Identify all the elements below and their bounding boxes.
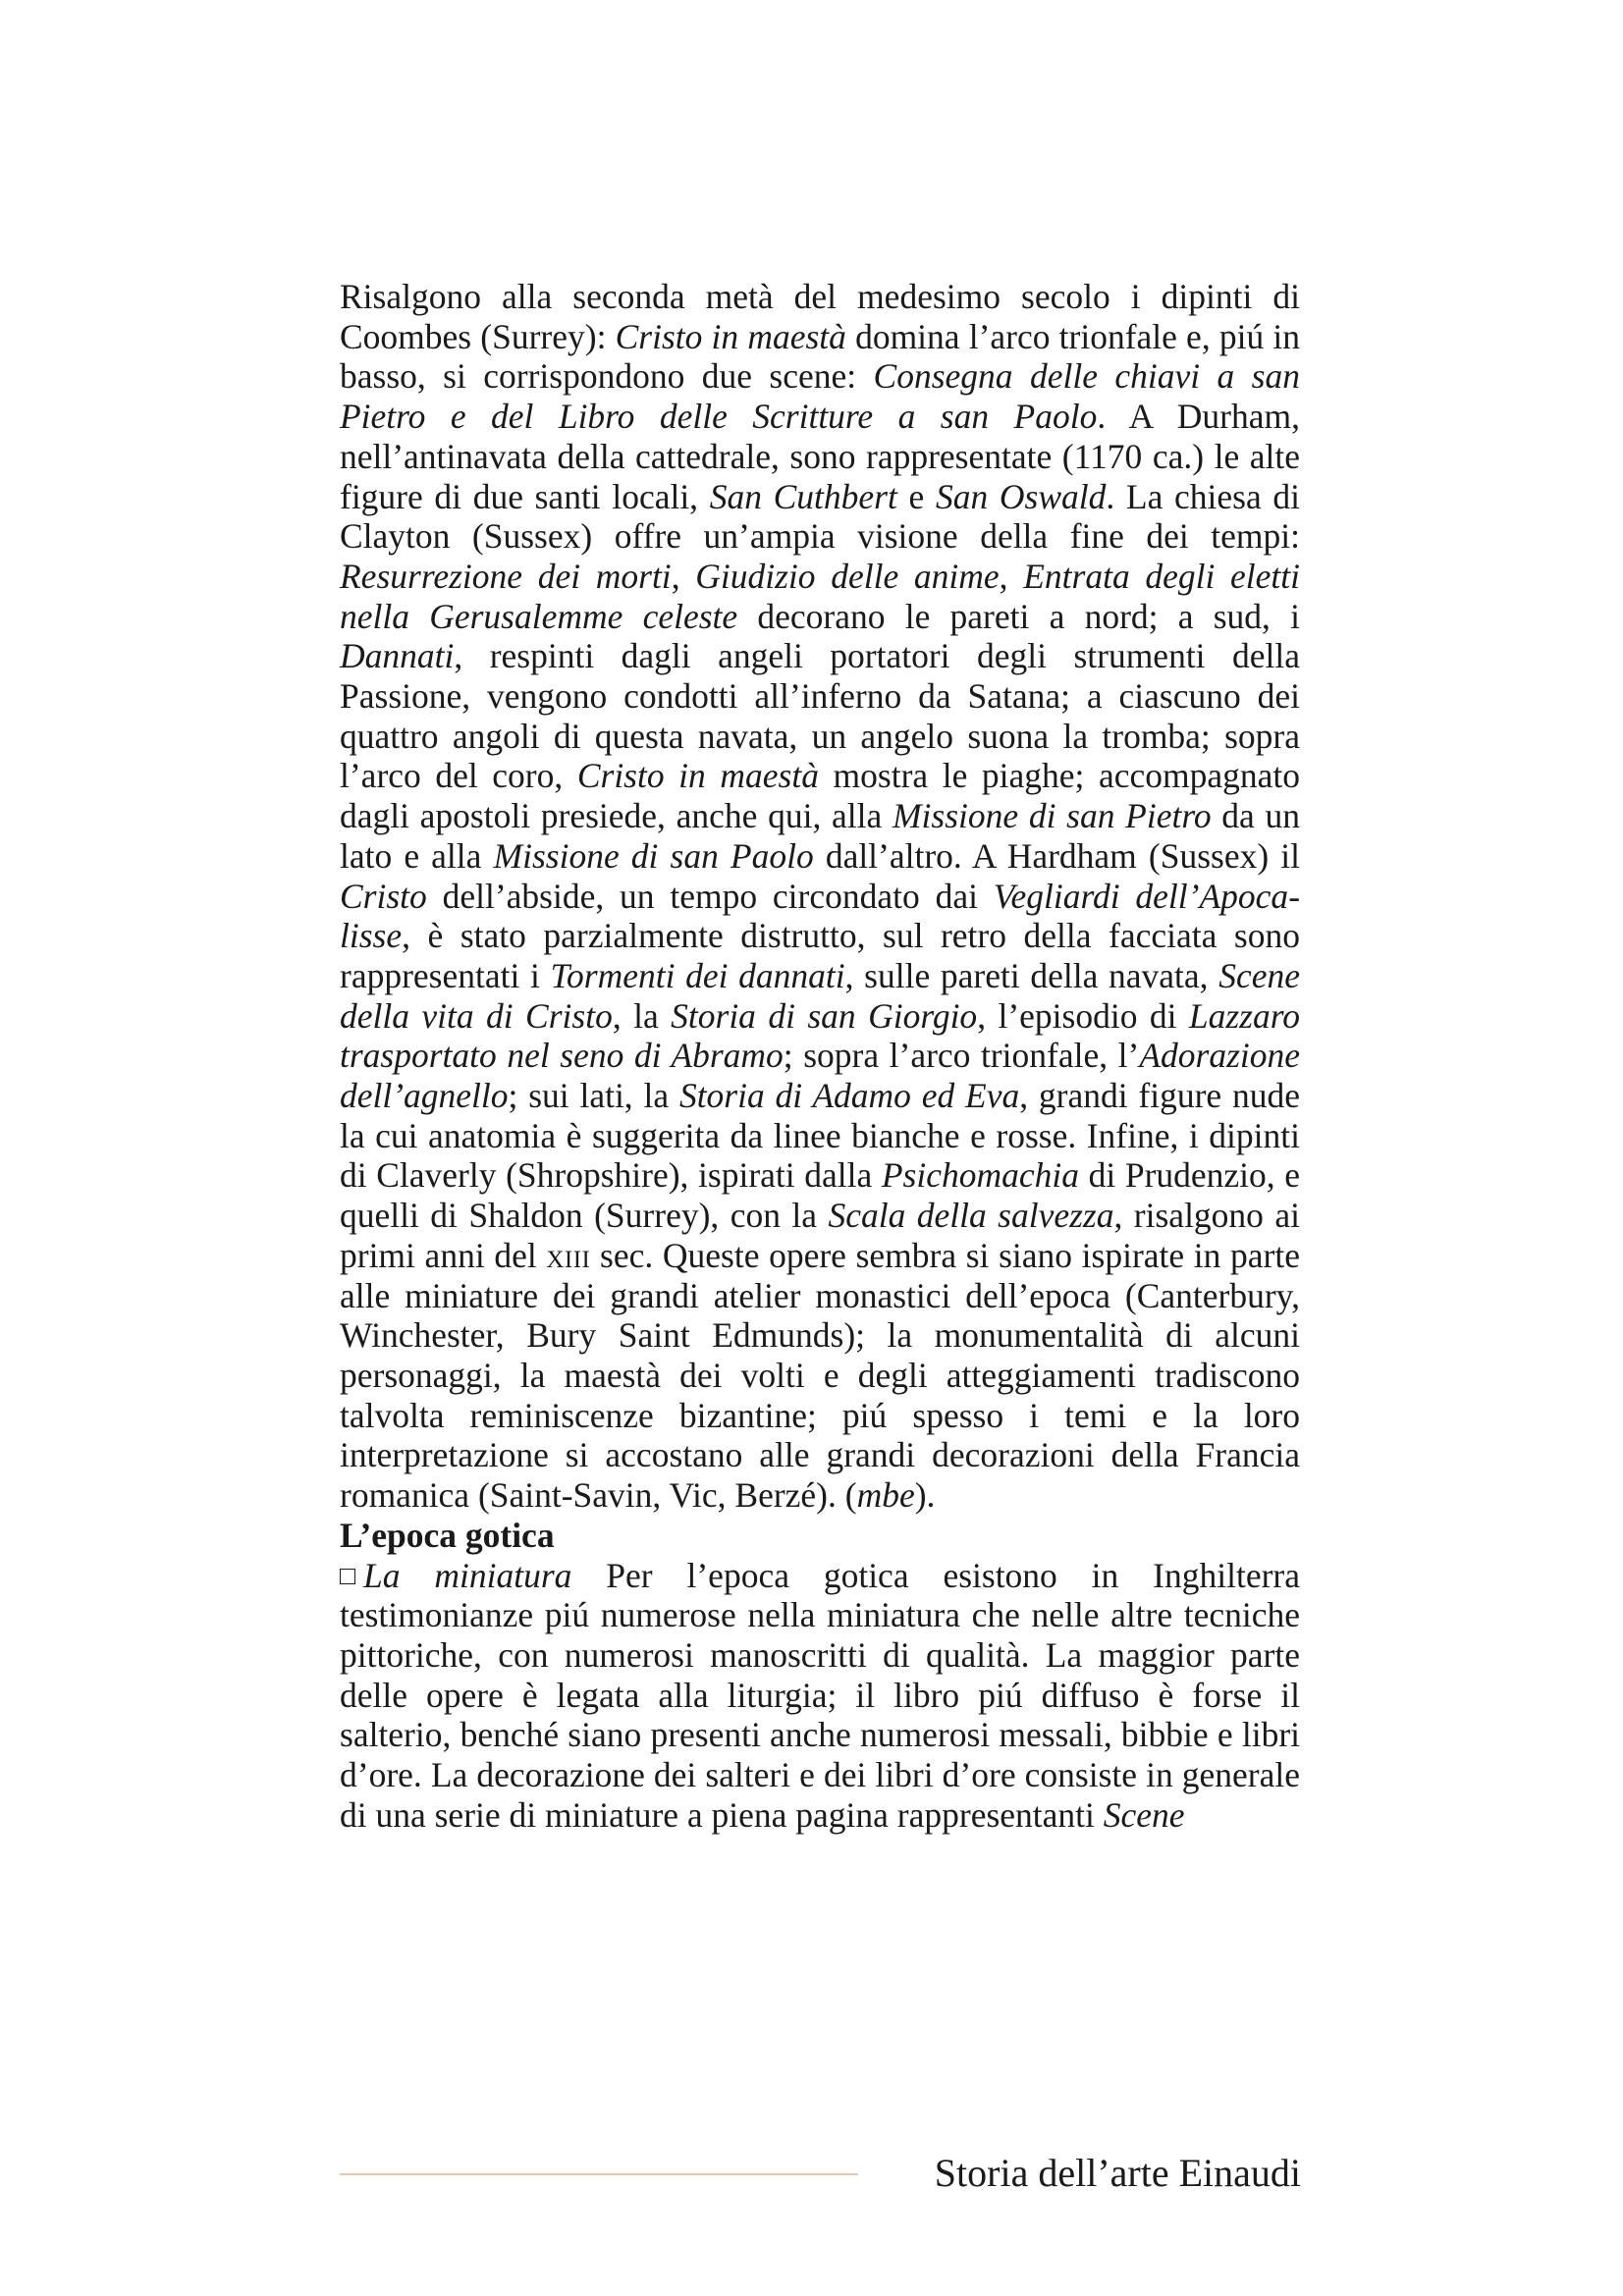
text-run: , è stato parzialmente distrutto, sul retro della facciata sono rappresentati i bbox=[340, 916, 1300, 995]
italic-title-run: Cristo in maestà bbox=[576, 756, 819, 796]
text-run: ; sopra l’arco trionfale, l’ bbox=[783, 1036, 1140, 1076]
italic-title-run: Missione di san Pietro bbox=[892, 796, 1212, 836]
italic-title-run: Vegliardi dell’Apocalisse bbox=[340, 876, 1301, 956]
italic-title-run: San Oswald bbox=[935, 476, 1107, 516]
century-numeral: xiii bbox=[546, 1235, 591, 1275]
text-run: , risalgono ai primi anni del bbox=[340, 1196, 1300, 1275]
italic-title-run: Entrata degli eletti nella Gerusalemme celeste bbox=[340, 556, 1301, 636]
text-run: , grandi figure nude la cui anatomia è suggerita da linee bianche e rosse. Infine, i dipinti di Claverly (Shropshire), ispirati dalla bbox=[340, 1076, 1300, 1196]
text-run: di Prudenzio, e quelli di Shaldon (Surrey), con la bbox=[340, 1155, 1301, 1236]
italic-title-run: Tormenti dei dannati bbox=[550, 955, 845, 995]
text-run: . La chiesa di Clayton (Sussex) offre un’ampia visione della fine dei tempi: bbox=[340, 476, 1300, 557]
italic-title-run: Adorazione dell’agnello bbox=[340, 1036, 1300, 1116]
section-heading: L’epoca gotica bbox=[340, 1515, 555, 1555]
footer-title: Storia dell’arte Einaudi bbox=[934, 2151, 1301, 2195]
italic-title-run: Lazzaro trasportato nel seno di Abramo bbox=[340, 995, 1300, 1076]
text-run: . A Durham, nell’antinavata della cattedrale, sono rappresentate (1170 ca.) le alte figure di due santi locali, bbox=[340, 397, 1300, 516]
body-text bbox=[340, 277, 1300, 1835]
italic-title-run: Consegna delle chiavi a san Pietro e del Libro delle Scritture a san Paolo bbox=[340, 356, 1300, 437]
text-run: , l’episodio di bbox=[977, 995, 1189, 1036]
text-run: dall’altro. A Hardham (Sussex) il bbox=[813, 835, 1300, 876]
text-run: sec. Queste opere sembra si siano ispirate in parte alle miniature dei grandi atelier monastici dell’epoca (Canterbury, Winchester, Bury Saint Edmunds); la monumentalità di alcuni personaggi, la maestà dei volti e degli atteggiamenti tradiscono talvolta reminiscenze bizantine; piú spesso i temi e la loro interpretazione si accostano alle grandi decorazioni della Francia romanica (Saint-Savin, Vic, Berzé). ( bbox=[340, 1235, 1300, 1516]
italic-title-run: Storia di Adamo ed Eva bbox=[678, 1076, 1020, 1116]
subhead-miniatura: La miniatura bbox=[363, 1555, 572, 1595]
text-run: dell’abside, un tempo circondato dai bbox=[426, 876, 994, 916]
text-run: Risalgono alla seconda metà del medesimo secolo i dipinti di Coombes (Surrey): bbox=[340, 277, 1300, 356]
italic-title-run: Scene della vita di Cristo bbox=[340, 955, 1301, 1036]
italic-title-run: Resurrezione dei morti bbox=[340, 556, 672, 596]
square-bullet-icon bbox=[340, 1569, 355, 1584]
paragraph-miniatura-text: Per l’epoca gotica esistono in Inghilterra testimonianze piú numerose nella miniatura che nelle altre tecniche pittoriche, con numerosi manoscritti di qualità. La maggior parte delle opere è legata alla liturgia; il libro piú diffuso è forse il salterio, benché siano presenti anche numerosi messali, bibbie e libri d’ore. La decorazione dei salteri e dei libri d’ore consiste in generale di una serie di miniature a piena pagina rappresentanti bbox=[340, 1555, 1300, 1835]
text-run: decorano le pareti a nord; a sud, i bbox=[737, 596, 1300, 636]
paragraph-miniatura bbox=[340, 1556, 1300, 1836]
italic-title-run: Giudizio delle anime bbox=[695, 556, 1000, 596]
text-run: ; sui lati, la bbox=[508, 1076, 679, 1116]
italic-title-run: mbe bbox=[856, 1475, 915, 1516]
italic-title-run: Dannati bbox=[340, 636, 455, 676]
text-run: e bbox=[896, 476, 936, 516]
italic-title-run: Missione di san Paolo bbox=[493, 835, 814, 876]
text-run: , sulle pareti della navata, bbox=[844, 955, 1219, 995]
text-run: , bbox=[671, 556, 696, 596]
italic-title-run: Storia di san Giorgio bbox=[671, 995, 978, 1036]
text-run: , respinti dagli angeli portatori degli strumenti della Passione, vengono condotti all’inferno da Satana; a ciascuno dei quattro angoli di questa navata, un angelo suona la tromba; sopra l’arco del coro, bbox=[340, 636, 1300, 796]
italic-title-run: Scala della salvezza bbox=[828, 1196, 1114, 1236]
text-run: domina l’arco trionfale e, piú in basso, si corrispondono due scene: bbox=[340, 316, 1300, 397]
paragraph-coombes-clayton-hardham bbox=[340, 277, 1300, 1516]
footer-rule bbox=[340, 2173, 858, 2175]
italic-title-run: Cristo bbox=[340, 876, 427, 916]
text-run: da un lato e alla bbox=[340, 796, 1300, 876]
text-run: ). bbox=[914, 1475, 936, 1516]
italic-title-run: Psichomachia bbox=[881, 1155, 1079, 1196]
text-run: , la bbox=[612, 995, 672, 1036]
italic-title-run: Cristo in maestà bbox=[615, 316, 846, 356]
text-run: , bbox=[999, 556, 1024, 596]
paragraph-miniatura-tail: Scene bbox=[1103, 1794, 1185, 1835]
italic-title-run: San Cuthbert bbox=[709, 476, 897, 516]
text-run: mostra le piaghe; accompagnato dagli apostoli presiede, anche qui, alla bbox=[340, 756, 1300, 836]
